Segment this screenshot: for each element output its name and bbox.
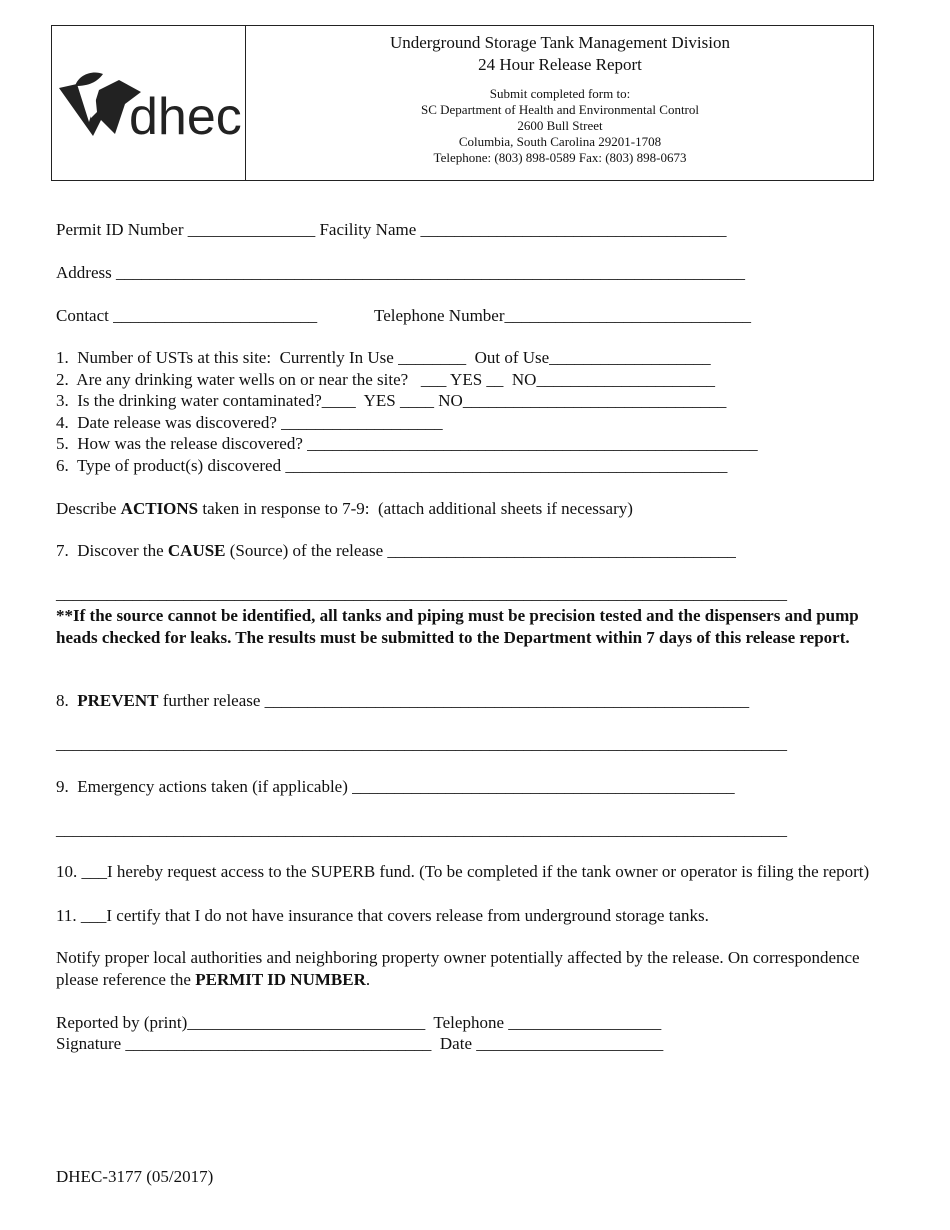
question-6[interactable]: 6. Type of product(s) discovered ____________________________________________________ [56,456,728,475]
question-10-superb-fund[interactable]: 10. ___I hereby request access to the SUPERB fund. (To be completed if the tank owner or operator is filing the report) [56,862,870,881]
actions-keyword: ACTIONS [120,499,199,518]
permit-facility-field[interactable]: Permit ID Number _______________ Facility Name ____________________________________ [56,220,727,239]
address-field[interactable]: Address __________________________________________________________________________ [56,263,745,282]
notify-instructions: Notify proper local authorities and neighboring property owner potentially affected by the release. On correspondence please reference the PERMIT ID NUMBER. [56,948,860,989]
dhec-logo [57,64,243,144]
header-box [51,25,874,181]
logo-wordmark: dhec [129,88,242,144]
reported-by-field[interactable]: Reported by (print)____________________________ Telephone __________________ [56,1013,662,1032]
permit-id-keyword: PERMIT ID NUMBER [195,969,366,989]
question-4[interactable]: 4. Date release was discovered? ___________________ [56,413,443,432]
question-7[interactable]: 7. Discover the CAUSE (Source) of the release _________________________________________ [56,541,736,560]
actions-intro: Describe ACTIONS taken in response to 7-9: (attach additional sheets if necessary) [56,499,633,518]
precision-test-warning: **If the source cannot be identified, all tanks and piping must be precision tested and the dispensers and pump heads checked for leaks. The results must be submitted to the Department within 7 days of this release report. [56,606,859,647]
telephone-field[interactable]: Telephone Number_____________________________ [374,306,752,325]
city-state-zip: Columbia, South Carolina 29201-1708 [458,134,662,149]
form-id: DHEC-3177 (05/2017) [56,1167,214,1186]
question-8-continuation-line[interactable]: ______________________________________________________________________________________ [56,734,787,753]
question-9[interactable]: 9. Emergency actions taken (if applicable) _____________________________________________ [56,777,735,796]
question-9-continuation-line[interactable]: ______________________________________________________________________________________ [56,820,787,839]
question-3[interactable]: 3. Is the drinking water contaminated?____ YES ____ NO_______________________________ [56,391,727,410]
cause-keyword: CAUSE [167,541,226,560]
question-1[interactable]: 1. Number of USTs at this site: Currently In Use ________ Out of Use___________________ [56,348,711,367]
report-title: 24 Hour Release Report [478,55,642,74]
question-11-insurance[interactable]: 11. ___I certify that I do not have insurance that covers release from underground storage tanks. [56,906,709,925]
agency-name: SC Department of Health and Environmental Control [421,102,699,117]
prevent-keyword: PREVENT [77,691,159,710]
leaf-icon [75,73,103,87]
division-title: Underground Storage Tank Management Division [389,33,730,52]
header-text [247,32,873,166]
question-7-continuation-line[interactable]: ______________________________________________________________________________________ [56,584,787,603]
signature-date-field[interactable]: Signature ____________________________________ Date ______________________ [56,1034,664,1053]
question-2[interactable]: 2. Are any drinking water wells on or near the site? ___ YES __ NO_____________________ [56,370,715,389]
contact-field[interactable]: Contact ________________________ [56,306,318,325]
question-5[interactable]: 5. How was the release discovered? _____________________________________________________ [56,434,758,453]
phone-fax: Telephone: (803) 898-0589 Fax: (803) 898-0673 [433,150,687,165]
street-address: 2600 Bull Street [517,118,603,133]
submit-to: Submit completed form to: [489,86,631,101]
question-8[interactable]: 8. PREVENT further release _________________________________________________________ [56,691,750,710]
logo-cell [52,26,246,180]
